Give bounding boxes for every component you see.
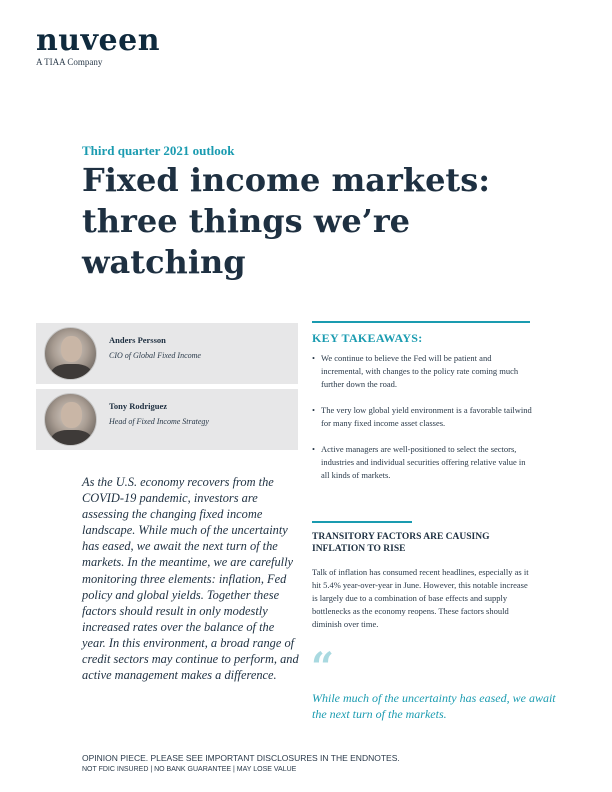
intro-paragraph: As the U.S. economy recovers from the COVID-19 pandemic, investors are assessing the changing fixed income landscape. While much of the uncertainty has eased, we await the next turn of the markets. In the meantime, we are carefully monitoring three elements: inflation, Fed policy and global yields. Together these factors should result in only modestly increased rates over the balance of the year. In this environment, a broad range of credit sectors may continue to perform, and active management makes a difference. [82,475,299,683]
quote-icon: “ [311,644,335,691]
section-rule [312,521,412,523]
list-item [312,404,534,430]
author-role: Head of Fixed Income Strategy [109,417,209,426]
author-name: Tony Rodriguez [109,401,168,411]
key-takeaways-heading: KEY TAKEAWAYS: [312,331,423,345]
nuveen-logo [36,23,161,67]
bullet-icon: • [312,444,315,454]
pull-quote: While much of the uncertainty has eased, we await the next turn of the markets. [312,691,556,721]
logo-tagline: A TIAA Company [36,57,103,67]
bullet-icon: • [312,405,315,415]
takeaway-text: The very low global yield environment is a favorable tailwind for many fixed income asset classes. [321,405,532,428]
list-item [312,352,534,391]
section-body: Talk of inflation has consumed recent headlines, especially as it hit 5.4% year-over-year in June. However, this notable increase is largely due to a combination of base effects and supply bottlenecks as the economy reopens. These factors should diminish over time. [312,567,529,629]
disclosure-note: OPINION PIECE. PLEASE SEE IMPORTANT DISCLOSURES IN THE ENDNOTES. [82,753,400,763]
regulatory-note: NOT FDIC INSURED | NO BANK GUARANTEE | MAY LOSE VALUE [82,766,297,773]
list-item [312,443,534,482]
takeaway-text: Active managers are well-positioned to select the sectors, industries and individual securities offering relative value in all kinds of markets. [321,444,526,480]
key-takeaways-list [312,352,534,495]
avatar [44,393,97,446]
author-name: Anders Persson [109,335,166,345]
key-takeaways-rule [312,321,530,323]
bullet-icon: • [312,353,315,363]
takeaway-text: We continue to believe the Fed will be patient and incremental, with changes to the policy rate coming much further down the road. [321,353,519,389]
author-card [36,389,298,450]
logo-wordmark: nuveen [36,23,161,58]
author-role: CIO of Global Fixed Income [109,351,201,360]
page-title: Fixed income markets: three things we’re watching [82,161,491,281]
avatar [44,327,97,380]
section-heading: TRANSITORY FACTORS ARE CAUSING INFLATION TO RISE [312,532,490,554]
report-kicker: Third quarter 2021 outlook [82,143,235,158]
author-card [36,323,298,384]
